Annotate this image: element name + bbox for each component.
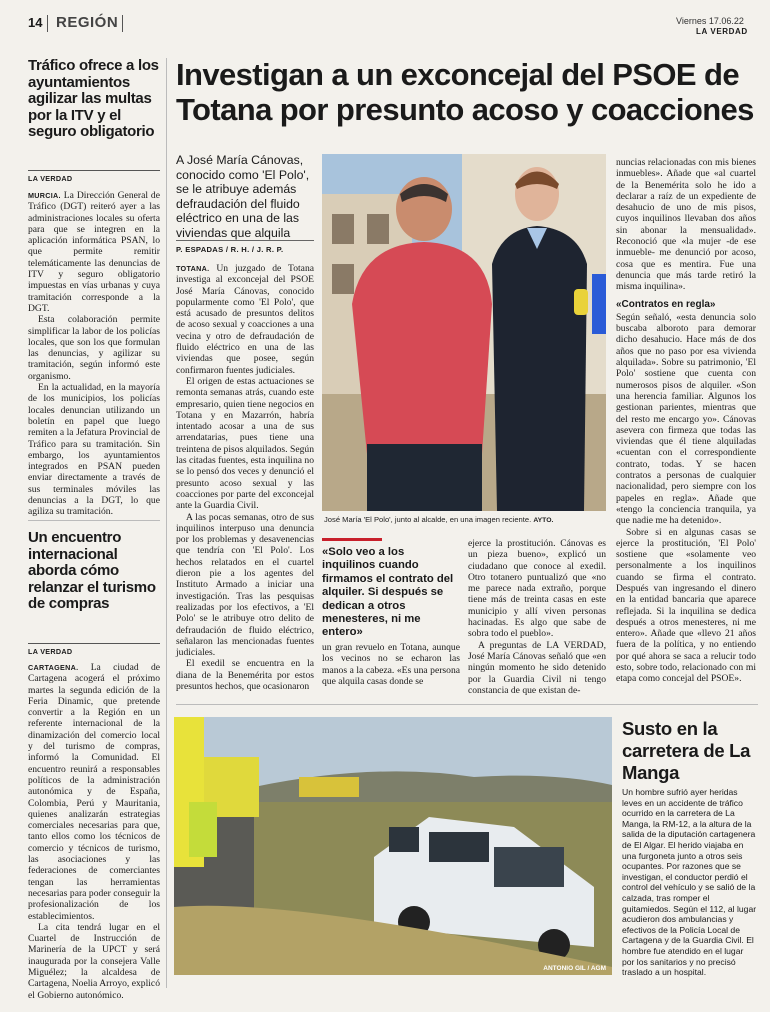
main-paragraph: Un juzgado de Totana investiga al exconcejal del PSOE José María Cánovas, conocido popularmente como 'El Polo', que está acusado de presuntos delitos de acoso sexual y coacciones a una vecina y otro de defraudación de fluido eléctrico en una de las viviendas que posee, según confirmaron fuentes judiciales. — [176, 263, 314, 376]
main-col-4 — [616, 157, 756, 685]
sidebar-headline-1: Tráfico ofrece a los ayuntamientos agilizar las multas por la ITV y el seguro obligatorio — [28, 57, 159, 140]
sidebar-location-1: MURCIA. — [28, 191, 61, 200]
header-divider — [47, 15, 48, 32]
main-paragraph: un gran revuelo en Totana, aunque los vecinos no se echaron las manos a la cabeza. «Es una persona que alquila casas donde se — [322, 642, 460, 687]
main-paragraph: El exedil se encuentra en la diana de la Benemérita por estos presuntos hechos, que ocasionaron — [176, 658, 314, 692]
column-separator — [166, 58, 167, 988]
pullquote-bar — [322, 538, 382, 541]
main-paragraph: A las pocas semanas, otro de sus inquilinos interpuso una denuncia por los problemas y desavenencias que tendría con 'El Polo'. Los hechos relatados en el cuartel dieron pie a los agentes del Instituto Armado a iniciar una investigación. Tras las pesquisas realizadas por los efectivos, a 'El Polo' se le atribuye otro delito de defraudación de fluido eléctrico, señalaron las mencionadas fuentes judiciales. — [176, 511, 314, 659]
newspaper-name: LA VERDAD — [696, 27, 748, 36]
sidebar-paragraph: La Dirección General de Tráfico (DGT) reiteró ayer a las administraciones locales su oferta para que se integren en la aplicación informática PSAN, lo que permite remitir telemáticamente las denuncias de ITV y seguro obligatorio impuestas en vías urbanas y cuya tramitación corresponde a la DGT. — [28, 190, 160, 314]
sidebar-paragraph: La cita tendrá lugar en el Cuartel de Instrucción de Marinería de la UPCT y será inaugurada por la consejera Valle Miguélez; la alcaldesa de Cartagena, Noelia Arroyo, explicó el Gobierno autonómico. — [28, 921, 160, 1001]
article-separator — [176, 704, 758, 705]
issue-date: Viernes 17.06.22 — [676, 16, 744, 26]
sidebar — [28, 58, 160, 141]
main-headline: Investigan a un exconcejal del PSOE de Totana por presunto acoso y coacciones — [176, 57, 754, 127]
sidebar-story-2-body — [28, 662, 160, 1001]
main-paragraph: Sobre si en algunas casas se ejerce la prostitución, 'El Polo' sostiene que «solamente veo personalmente a los inquilinos cuando se firma el contrato. Después van ingresando el dinero en la entidad bancaria que aparece reflejada. Si la inquilina se dedica después a otros menesteres, ni me entero». Añade que «llevo 21 años fuera de la política, y no entiendo por qué ahora se saca a relucir todo esto, sobre todo, relacionado con mi etapa como concejal del PSOE». — [616, 526, 756, 685]
main-photo — [322, 154, 606, 511]
main-paragraph: A preguntas de LA VERDAD, José María Cánovas señaló que «en ningún momento he sido detenido por la Guardia Civil ni tengo constancia de que existan de- — [468, 639, 606, 696]
sidebar-byline-1: LA VERDAD — [28, 174, 73, 183]
photo-caption-row — [324, 515, 606, 524]
sidebar-paragraph: La ciudad de Cartagena acogerá el próximo martes la segunda edición de la Feria Dinamic, que pretende convertir a la Región en un referente internacional de la dinamización del comercio local y del turismo de compras, informó la Comunidad. El encuentro reunirá a responsables políticos de la administración autonómica y de España, Colombia, Perú y Mauritania, quienes analizarán estrategias comerciales necesarias para que, tanto ellos como los técnicos de comercio y técnicos de turismo, las asociaciones y las federaciones de comerciantes tengan las herramientas necesarias para poder conseguir la profesionalización de los establecimientos. — [28, 662, 161, 922]
byline-rule — [176, 240, 314, 241]
accident-photo-credit: ANTONIO GIL / AGM — [543, 965, 606, 972]
main-paragraph: nuncias relacionadas con mis bienes inmuebles». Añade que «al cuartel de la Benemérita solo he ido a declarar a raíz de un expediente de desahucio de uno de mis pisos, cuyos inquilinos llevaban dos años sin abonar la mensualidad». Reconoció que «la mujer -de ese inmueble- me denunció por acoso, cosa que es mentira. Fue una denuncia que más tarde retiró la misma inquilina». — [616, 157, 756, 293]
sidebar-paragraph: En la actualidad, en la mayoría de los municipios, los policías locales denuncian utilizando un boletín en papel que luego remiten a la Jefatura Provincial de Tráfico para su tramitación. Sin embargo, los ayuntamientos integrados en PSAN pueden enviar directamente a través de sus terminales móviles las denuncias a la DGT, lo que agiliza su tramitación. — [28, 382, 160, 518]
main-paragraph: ejerce la prostitución. Cánovas es un pieza bueno», explicó un ciudadano que conoce al exedil. Otro totanero puntualizó que «no me parece nada extraño, porque tiene más de treinta casas en este municipio y allí viven personas hacinadas. Es algo que sabe de sobra todo el pueblo». — [468, 538, 606, 640]
sidebar-headline-2: Un encuentro internacional aborda cómo relanzar el turismo de compras — [28, 529, 156, 612]
main-col-2 — [322, 642, 460, 687]
section-title: REGIÓN — [56, 14, 119, 31]
bottom-headline: Susto en la carretera de La Manga — [622, 718, 751, 783]
sidebar-rule-2 — [28, 643, 160, 644]
main-byline: P. ESPADAS / R. H. / J. R. P. — [176, 245, 284, 254]
main-paragraph: El origen de estas actuaciones se remonta semanas atrás, cuando este empresario, quien tiene negocios en Totana y en Mazarrón, habría intentado acosar a una de sus arrendatarias, pues tiene una treintena de pisos alquilados. Según las citadas fuentes, esta inquilina no se lo pensó dos veces y denunció el presunto acoso sexual y las coacciones por parte del exconcejal ante la Guardia Civil. — [176, 375, 315, 512]
main-subheadline: A José María Cánovas, conocido como 'El Polo', se le atribuye además defraudación del fluido eléctrico en una de las viviendas que alquila — [176, 153, 310, 240]
sidebar-location-2: CARTAGENA. — [28, 663, 79, 672]
photo-credit: AYTO. — [533, 517, 554, 524]
sidebar-byline-2: LA VERDAD — [28, 647, 73, 656]
main-photo-illustration — [322, 154, 606, 511]
main-paragraph: Según señaló, «esta denuncia solo buscaba alboroto para demorar dicho desahucio. Hace más de dos años que no paso por esa vivienda alquilada». Sobre su patrimonio, 'El Polo' sostiene que cuenta con numerosos pisos de alquiler. «Son una herencia familiar. Algunos los gestionan parientes, mientras que del resto me encargo yo». Cánovas asevera con firmeza que todas las viviendas que él tiene alquiladas «cuentan con el correspondiente contrato, todas. Y se hacen contratos a personas de cualquier nacionalidad, pero siempre con los papeles en regla». Añade que «tengo la conciencia tranquila, ya que nadie me ha detenido». — [616, 311, 756, 527]
main-col-3 — [468, 538, 606, 696]
bottom-body: Un hombre sufrió ayer heridas leves en un accidente de tráfico ocurrido en la carretera de La Manga, la RM-12, a la altura de la salida de la diputación cartagenera de El Algar. El herido viajaba en una furgoneta junto a otros seis ocupantes. Por razones que se investigan, el conductor perdió el control del vehículo y se salió de la calzada, tras romper el guitamiedos. Según el 112, al lugar acudieron dos ambulancias y efectivos de la Policía Local de Cartagena y de la Guardia Civil. El hombre fue atendido en el lugar por los sanitarios y no precisó traslado a un hospital. — [622, 787, 757, 978]
sidebar-rule-1 — [28, 170, 160, 171]
sidebar-separator — [28, 520, 160, 521]
sidebar-story-1-body — [28, 190, 160, 518]
main-location: TOTANA. — [176, 264, 210, 273]
photo-caption: José María 'El Polo', junto al alcalde, en una imagen reciente. — [324, 515, 532, 524]
pull-quote: «Solo veo a los inquilinos cuando firmamos el contrato del alquiler. Si después se dedican a otros menesteres, ni me entero» — [322, 546, 454, 639]
accident-photo-illustration — [174, 717, 612, 975]
accident-photo — [174, 717, 612, 975]
main-col-1 — [176, 263, 314, 692]
page-number: 14 — [28, 15, 43, 30]
header-divider-2 — [122, 15, 123, 32]
sidebar-paragraph: Esta colaboración permite simplificar la labor de los policías locales, que son los que formulan las denuncias, y agilizar su tramitación, según informó este organismo. — [28, 314, 160, 382]
main-subhead: «Contratos en regla» — [616, 298, 716, 310]
sidebar-story-2-head — [28, 530, 160, 613]
